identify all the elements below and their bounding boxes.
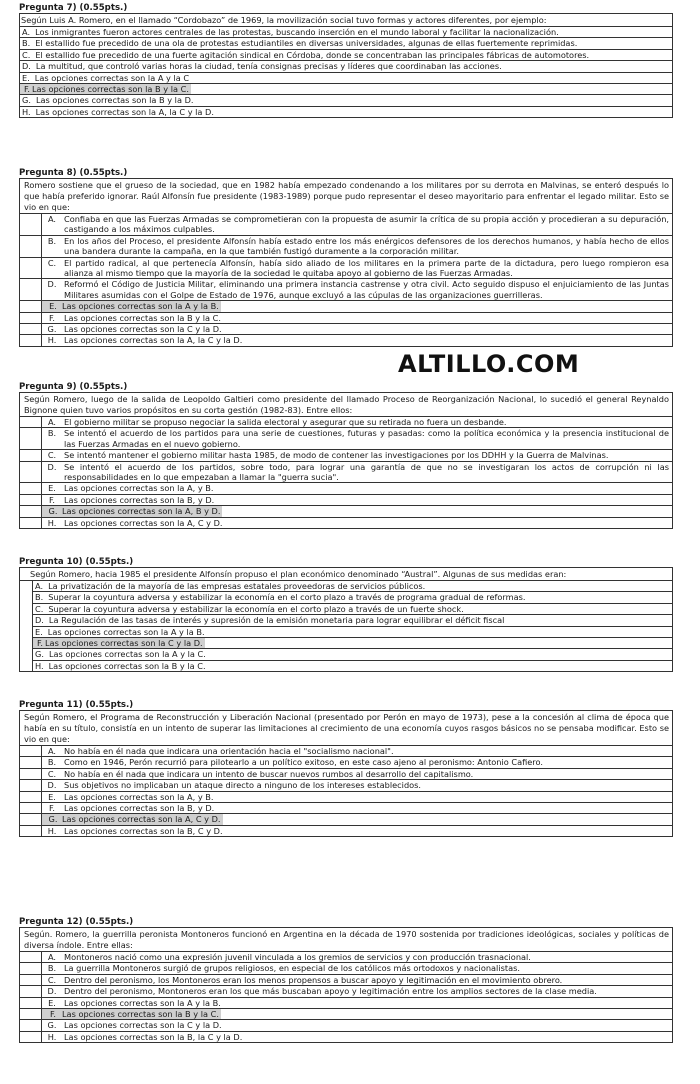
- option-g[interactable]: G. Las opciones correctas son la C y la D.: [20, 324, 672, 335]
- option-b[interactable]: B. En los años del Proceso, el presidente Alfonsín había estado entre los más enérgicos defensores de los derechos humanos, y había hecho de ellos una bandera durante la campaña, en la que también fustigó duramente a la corporación militar.: [20, 236, 672, 258]
- option-f[interactable]: F. Las opciones correctas son la B, y D.: [20, 803, 672, 814]
- question-intro: Según Luis A. Romero, en el llamado “Cordobazo” de 1969, la movilización social tuvo formas y actores diferentes, por ejemplo:: [20, 14, 672, 27]
- option-c[interactable]: C. El partido radical, al que pertenecía Alfonsín, había sido aliado de los militares en la primera parte de la dictadura, pero luego rompieron esa alianza al mismo tiempo que la mayoría de la sociedad le quitaba apoyo al gobierno de las Fuerzas Armadas.: [20, 258, 672, 280]
- option-e[interactable]: E. Las opciones correctas son la A, y B.: [20, 792, 672, 803]
- option-a[interactable]: A. La privatización de la mayoría de las empresas estatales proveedoras de servicios públicos.: [32, 581, 672, 592]
- question-7: [19, 3, 673, 118]
- question-box: [19, 178, 673, 347]
- selected-highlight: F. Las opciones correctas son la B y la C.: [42, 1009, 221, 1019]
- option-e[interactable]: E. Las opciones correctas son la A y la B.: [32, 627, 672, 638]
- question-box: [19, 710, 673, 837]
- question-intro: Según Romero, luego de la salida de Leopoldo Galtieri como presidente del llamado Proceso de Reorganización Nacional, lo sucedió el general Reynaldo Bignone quien tuvo varios propósitos en su corta gestión (1982-83). Entre ellos:: [20, 393, 672, 417]
- option-h[interactable]: H. Las opciones correctas son la B, C y D.: [20, 826, 672, 836]
- option-b[interactable]: B. El estallido fue precedido de una ola de protestas estudiantiles en diversas universidades, algunas de ellas fuertemente reprimidas.: [20, 38, 672, 49]
- question-box: [19, 567, 673, 672]
- question-title: Pregunta 10) (0.55pts.): [19, 557, 134, 567]
- option-e[interactable]: E. Las opciones correctas son la A, y B.: [20, 483, 672, 494]
- question-box: [19, 392, 673, 529]
- option-e[interactable]: E. Las opciones correctas son la A y la B.: [20, 998, 672, 1009]
- option-a[interactable]: A. No había en él nada que indicara una orientación hacia el "socialismo nacional".: [20, 746, 672, 757]
- selected-highlight: G. Las opciones correctas son la A, B y D.: [42, 506, 222, 516]
- question-intro: Según Romero, el Programa de Reconstrucción y Liberación Nacional (presentado por Perón en mayo de 1973), pese a la concesión al clima de época que había en su título, consistía en un intento de superar las limitaciones al crecimiento de una economía cuyos rasgos básicos no se pensaba modificar. Esto se vio en que:: [20, 711, 672, 746]
- option-h[interactable]: H. Las opciones correctas son la A, C y D.: [20, 518, 672, 528]
- selected-highlight: G. Las opciones correctas son la A, C y D.: [42, 814, 223, 824]
- option-d[interactable]: D. Sus objetivos no implicaban un ataque directo a ninguno de los intereses establecidos.: [20, 780, 672, 791]
- option-b[interactable]: B. Se intentó el acuerdo de los partidos para una serie de cuestiones, futuras y pasadas: como la política económica y la presencia institucional de las Fuerzas Armadas en el nuevo gobierno.: [20, 428, 672, 450]
- option-g[interactable]: G. Las opciones correctas son la C y la D.: [20, 1020, 672, 1031]
- question-title: Pregunta 7) (0.55pts.): [19, 3, 128, 13]
- option-g-selected[interactable]: [20, 506, 672, 517]
- option-f[interactable]: F. Las opciones correctas son la B y la C.: [20, 313, 672, 324]
- option-f-selected[interactable]: [20, 1009, 672, 1020]
- selected-highlight: F. Las opciones correctas son la C y la D.: [33, 638, 205, 648]
- option-d[interactable]: D. Se intentó el acuerdo de los partidos, sobre todo, para lograr una garantía de que no se investigaran los actos de corrupción ni las responsabilidades en lo que empezaban a llamar la "guerra sucia".: [20, 462, 672, 484]
- question-10: [19, 557, 673, 672]
- selected-highlight: E. Las opciones correctas son la A y la B.: [42, 301, 221, 311]
- option-a[interactable]: A. El gobierno militar se propuso negociar la salida electoral y asegurar que su retirada no fuera un desbande.: [20, 417, 672, 428]
- option-c[interactable]: C. Superar la coyuntura adversa y estabilizar la economía en el corto plazo a través de un fuerte shock.: [32, 604, 672, 615]
- option-c[interactable]: C. No había en él nada que indicara un intento de buscar nuevos rumbos al desarrollo del capitalismo.: [20, 769, 672, 780]
- option-f[interactable]: F. Las opciones correctas son la B, y D.: [20, 495, 672, 506]
- option-g[interactable]: G. Las opciones correctas son la B y la D.: [20, 95, 672, 106]
- option-d[interactable]: D. Dentro del peronismo, Montoneros eran los que más buscaban apoyo y legitimación entre los amplios sectores de la clase media.: [20, 986, 672, 997]
- watermark: ALTILLO.COM: [398, 350, 580, 378]
- option-d[interactable]: D. La multitud, que controló varias horas la ciudad, tenía consignas precisas y líderes que coordinaban las acciones.: [20, 61, 672, 72]
- question-12: [19, 917, 673, 1043]
- question-title: Pregunta 12) (0.55pts.): [19, 917, 134, 927]
- option-c[interactable]: C. Dentro del peronismo, los Montoneros eran los menos propensos a buscar apoyo y legitimación en el movimiento obrero.: [20, 975, 672, 986]
- option-h[interactable]: H. Las opciones correctas son la A, la C y la D.: [20, 335, 672, 345]
- option-h[interactable]: H. Las opciones correctas son la B y la C.: [32, 661, 672, 671]
- question-8: [19, 168, 673, 347]
- question-title: Pregunta 9) (0.55pts.): [19, 382, 128, 392]
- option-c[interactable]: C. El estallido fue precedido de una fuerte agitación sindical en Córdoba, donde se concentraban las principales fábricas de automotores.: [20, 50, 672, 61]
- option-d[interactable]: D. Reformó el Código de Justicia Militar, eliminando una primera instancia castrense y otra civil. Acto seguido dispuso el enjuiciamiento de las Juntas Militares asumidas con el Golpe de Estado de 1976, aunque excluyó a las cúpulas de las organizaciones guerrilleras.: [20, 279, 672, 301]
- option-g[interactable]: G. Las opciones correctas son la A y la C.: [32, 649, 672, 660]
- option-a[interactable]: A. Confiaba en que las Fuerzas Armadas se comprometieran con la propuesta de asumir la crítica de su propia acción y procedieran a su depuración, castigando a los máximos culpables.: [20, 214, 672, 236]
- question-title: Pregunta 8) (0.55pts.): [19, 168, 128, 178]
- option-h[interactable]: H. Las opciones correctas son la A, la C y la D.: [22, 106, 214, 117]
- option-b[interactable]: B. La guerrilla Montoneros surgió de grupos religiosos, en especial de los católicos más ortodoxos y nacionalistas.: [20, 963, 672, 974]
- option-b[interactable]: B. Como en 1946, Perón recurrió para pilotearlo a un político exitoso, en este caso ajeno al peronismo: Antonio Cafiero.: [20, 757, 672, 768]
- option-a[interactable]: A. Montoneros nació como una expresión juvenil vinculada a los gremios de servicios y con producción trasnacional.: [20, 952, 672, 963]
- question-intro: Según Romero, hacia 1985 el presidente Alfonsín propuso el plan económico denominado “Austral”. Algunas de sus medidas eran:: [20, 568, 672, 581]
- option-a[interactable]: A. Los inmigrantes fueron actores centrales de las protestas, buscando inserción en el mundo laboral y facilitar la nacionalización.: [20, 27, 672, 38]
- option-c[interactable]: C. Se intentó mantener el gobierno militar hasta 1985, de modo de contener las investigaciones por los DDHH y la Guerra de Malvinas.: [20, 450, 672, 461]
- option-f-selected[interactable]: [20, 84, 672, 95]
- option-h[interactable]: H. Las opciones correctas son la B, la C y la D.: [20, 1032, 672, 1042]
- question-intro: Romero sostiene que el grueso de la sociedad, que en 1982 había empezado condenando a los militares por su derrota en Malvinas, se enteró después lo que había preferido ignorar. Raúl Alfonsín fue presidente (1983-1989) porque pudo representar el deseo mayoritario para enfrentar el legado militar. Esto se vio en que:: [20, 179, 672, 214]
- option-d[interactable]: D. La Regulación de las tasas de interés y supresión de la emisión monetaria para lograr equilibrar el déficit fiscal: [32, 615, 672, 626]
- option-b[interactable]: B. Superar la coyuntura adversa y estabilizar la economía en el corto plazo a través de programa gradual de reformas.: [32, 592, 672, 603]
- question-9: [19, 382, 673, 529]
- option-f-selected[interactable]: [32, 638, 672, 649]
- question-box: [19, 13, 673, 118]
- question-11: [19, 700, 673, 837]
- selected-highlight: F. Las opciones correctas son la B y la C.: [20, 84, 191, 94]
- option-g-selected[interactable]: [20, 814, 672, 825]
- option-e-selected[interactable]: [20, 301, 672, 312]
- question-box: [19, 927, 673, 1043]
- question-title: Pregunta 11) (0.55pts.): [19, 700, 134, 710]
- option-e[interactable]: E. Las opciones correctas son la A y la C: [20, 73, 672, 84]
- question-intro: Según. Romero, la guerrilla peronista Montoneros funcionó en Argentina en la década de 1970 sostenida por tradiciones ideológicas, sociales y políticas de diversa índole. Entre ellas:: [20, 928, 672, 952]
